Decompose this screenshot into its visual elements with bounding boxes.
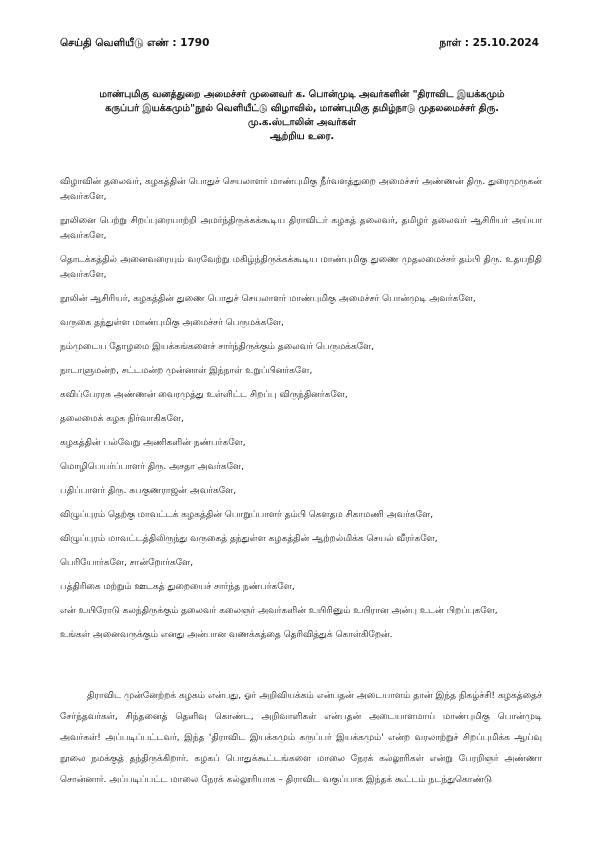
salutation-line: விழாவின் தலைவர், கழகத்தின் பொதுச் செயலாளர் மாண்புமிகு நீர்வளத்துறை அமைச்சர் அண்ணன் திரு. துரைமுருகன் அவர்களே, (60, 177, 542, 202)
salutation-line: பத்திரிகை மற்றும் ஊடகத் துறையைச் சார்ந்த நண்பர்களே, (60, 582, 295, 592)
salutation-line: தொடக்கத்தில் அனைவரையும் வரவேற்று மகிழ்ந்திருக்கக்கூடிய மாண்புமிகு துணை முதலமைச்சர் தம்பி திரு. உதயநிதி அவர்களே, (60, 255, 542, 280)
salutation-line: பதிப்பாளர் திரு. சுபகுணராஜன் அவர்களே, (60, 486, 237, 496)
salutation-list (60, 175, 542, 652)
title-line: ஆற்றிய உரை. (269, 131, 335, 142)
release-date: நாள் : 25.10.2024 (439, 37, 539, 49)
salutation-line: மொழிபெயர்ப்பாளர் திரு. அசதா அவர்களே, (60, 462, 245, 472)
salutation-line: நூலின் ஆசிரியர், கழகத்தின் துணை பொதுச் செயலாளர் மாண்புமிகு அமைச்சர் பொன்முடி அவர்களே, (60, 294, 476, 304)
speech-body-paragraph: திராவிட முன்னேற்றக் கழகம் என்பது, ஓர் அறிவியக்கம் என்பதன் அடையாளம் தான் இந்த நிகழ்ச்சி! கழகத்தைச் சேர்ந்தவர்கள், சிந்தனைத் தெளிவு கொண்ட, அறிவாளிகள் என்பதன் அடையாளமாய் மாண்புமிகு பொன்முடி அவர்கள்! அப்படிப்பட்டவர், இந்த 'திராவிட இயக்கமும் கருப்பர் இயக்கமும்' என்ற வரலாற்றுச் சிறப்புமிக்க ஆய்வு நூலை நமக்குத் தந்திருக்கிறார். கழகப் பொதுக்கூட்டங்களை மாலை நேரக் கல்லூரிகள் என்று பேரறிஞர் அண்ணா சொன்னார். அப்படிப்பட்ட மாலை நேரக் கல்லூரியாக – திராவிட வகுப்பாக இந்தக் கூட்டம் நடந்துகொண்டு (60, 691, 542, 785)
salutation-line: உங்கள் அனைவருக்கும் எனது அன்பான வணக்கத்தை தெரிவித்துக் கொள்கிறேன். (60, 630, 393, 640)
salutation-line: நம்முடைய தோழமை இயக்கங்களைச் சார்ந்திருக்கும் தலைவர் பெருமக்களே, (60, 342, 375, 352)
document-title (60, 88, 544, 144)
salutation-line: விழுப்புரம் தெற்கு மாவட்டக் கழகத்தின் பொறுப்பாளர் தம்பி கௌதம சிகாமணி அவர்களே, (60, 510, 434, 520)
salutation-line: நாடாளுமன்ற, சட்டமன்ற முன்னாள் இந்நாள் உறுப்பினர்களே, (60, 366, 313, 376)
salutation-line: கவிப்பேரரசு அண்ணன் வைரமுத்து உள்ளிட்ட சிறப்பு விருந்தினர்களே, (60, 390, 348, 400)
title-line: மு.க.ஸ்டாலின் அவர்கள் (247, 117, 357, 128)
salutation-line: வருகை தந்துள்ள மாண்புமிகு அமைச்சர் பெருமக்களே, (60, 318, 284, 328)
salutation-line: விழுப்புரம் மாவட்டத்திலிருந்து வருகைத் தந்துள்ள கழகத்தின் ஆற்றல்மிக்க செயல் வீரர்களே, (60, 534, 438, 544)
press-release-number: செய்தி வெளியீடு எண் : 1790 (60, 37, 210, 49)
salutation-line: கழகத்தின் பல்வேறு அணிகளின் நண்பர்களே, (60, 438, 246, 448)
salutation-line: என் உயிரோடு கலந்திருக்கும் தலைவர் கலைஞர் அவர்களின் உயிரினும் உயிரான அன்பு உடன் பிறப்புகளே, (60, 606, 498, 616)
salutation-line: நூலினை பெற்று சிறப்புரையாற்றி அமர்ந்திருக்கக்கூடிய திராவிடர் கழகத் தலைவர், தமிழர் தலைவர் ஆசிரியர் அய்யா அவர்களே, (60, 216, 542, 241)
salutation-line: தலைமைக் கழக நிர்வாகிகளே, (60, 414, 184, 424)
title-line: மாண்புமிகு வனத்துறை அமைச்சர் முனைவர் க. பொன்முடி அவர்களின் "திராவிட இயக்கமும் (99, 89, 505, 100)
title-line: கருப்பர் இயக்கமும்"நூல் வெளியீட்டு விழாவில், மாண்புமிகு தமிழ்நாடு முதலமைச்சர் திரு. (105, 103, 499, 114)
salutation-line: பெரியோர்களே, சான்றோர்களே, (60, 558, 194, 568)
